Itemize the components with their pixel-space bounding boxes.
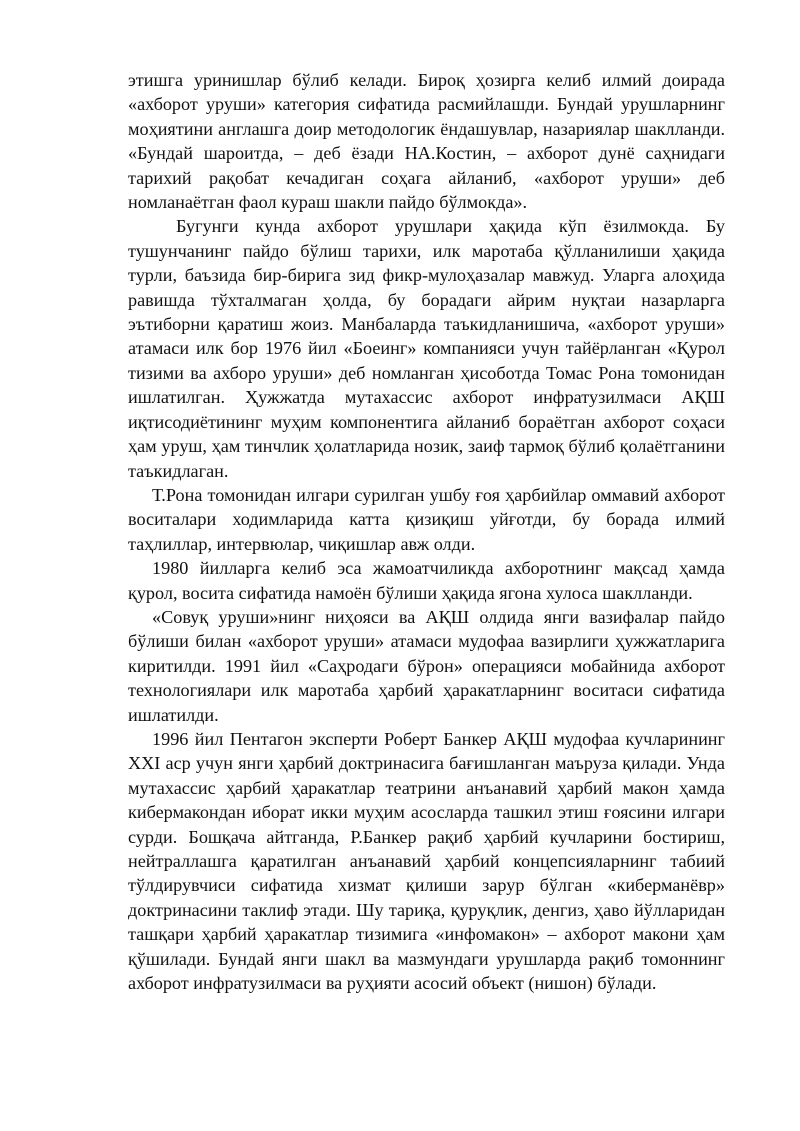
paragraph-information-wars-history: Бугунги кунда ахборот урушлари ҳақида кўп ёзилмокда. Бу тушунчанинг пайдо бўлиш тарихи, илк маротаба қўлланилиши ҳақида турли, баъзида бир-бирига зид фикр-мулоҳазалар мавжуд. Уларга алоҳида равишда тўхталмаган ҳолда, бу борадаги айрим нуқтаи назарларга эътиборни қаратиш жоиз. Манбаларда таъкидланишича, «ахборот уруши» атамаси илк бор 1976 йил «Боеинг» компанияси учун тайёрланган «Қурол тизими ва ахборо уруши» деб номланган ҳисоботда Томас Рона томонидан ишлатилган. Ҳужжатда мутахассис ахборот инфратузилмаси АҚШ иқтисодиётининг муҳим компонентига айланиб бораётган ахборот соҳаси ҳам уруш, ҳам тинчлик ҳолатларида нозик, заиф тармоқ бўлиб қолаётганини таъкидлаган.	[128, 216, 725, 481]
paragraph-rona-idea: Т.Рона томонидан илгари сурилган ушбу ғоя ҳарбийлар оммавий ахборот воситалари ходимларида катта қизиқиш уйғотди, бу борада илмий таҳлиллар, интервюлар, чиқишлар авж олди.	[128, 484, 725, 554]
document-page	[128, 68, 725, 995]
paragraph-bunker-1996: 1996 йил Пентагон эксперти Роберт Банкер АҚШ мудофаа кучларининг XXI аср учун янги ҳарбий доктринасига бағишланган маъруза қилади. Унда мутахассис ҳарбий ҳаракатлар театрини анъанавий ҳарбий макон ҳамда кибермакондан иборат икки муҳим асосларда ташкил этиш ғоясини илгари сурди. Бошқача айтганда, Р.Банкер рақиб ҳарбий кучларини бостириш, нейтраллашга қаратилган анъанавий ҳарбий концепсияларнинг табиий тўлдирувчиси сифатида хизмат қилиши зарур бўлган «киберманёвр» доктринасини таклиф этади. Шу тариқа, қуруқлик, денгиз, ҳаво йўлларидан ташқари ҳарбий ҳаракатлар тизимига «инфомакон» – ахборот макони ҳам қўшилади. Бундай янги шакл ва мазмундаги урушларда рақиб томоннинг ахборот инфратузилмаси ва руҳияти асосий объект (нишон) бўлади.	[128, 728, 725, 994]
paragraph-1980s: 1980 йилларга келиб эса жамоатчиликда ахборотнинг мақсад ҳамда қурол, восита сифатида намоён бўлиши ҳақида ягона хулоса шаклланди.	[128, 558, 725, 603]
paragraph-cold-war: «Совуқ уруши»нинг ниҳояси ва АҚШ олдида янги вазифалар пайдо бўлиши билан «ахборот уруши» атамаси мудофаа вазирлиги ҳужжатларига киритилди. 1991 йил «Саҳродаги бўрон» операцияси мобайнида ахборот технологиялари илк маротаба ҳарбий ҳаракатларнинг воситаси сифатида ишлатилди.	[128, 606, 725, 725]
paragraph-continuation: этишга уринишлар бўлиб келади. Бироқ ҳозирга келиб илмий доирада «ахборот уруши» категория сифатида расмийлашди. Бундай урушларнинг моҳиятини англашга доир методологик ёндашувлар, назариялар шаклланди. «Бундай шароитда, – деб ёзади НА.Костин, – ахборот дунё саҳнидаги тарихий рақобат кечадиган соҳага айланиб, «ахборот уруши» деб номланаётган фаол кураш шакли пайдо бўлмокда».	[128, 70, 725, 213]
